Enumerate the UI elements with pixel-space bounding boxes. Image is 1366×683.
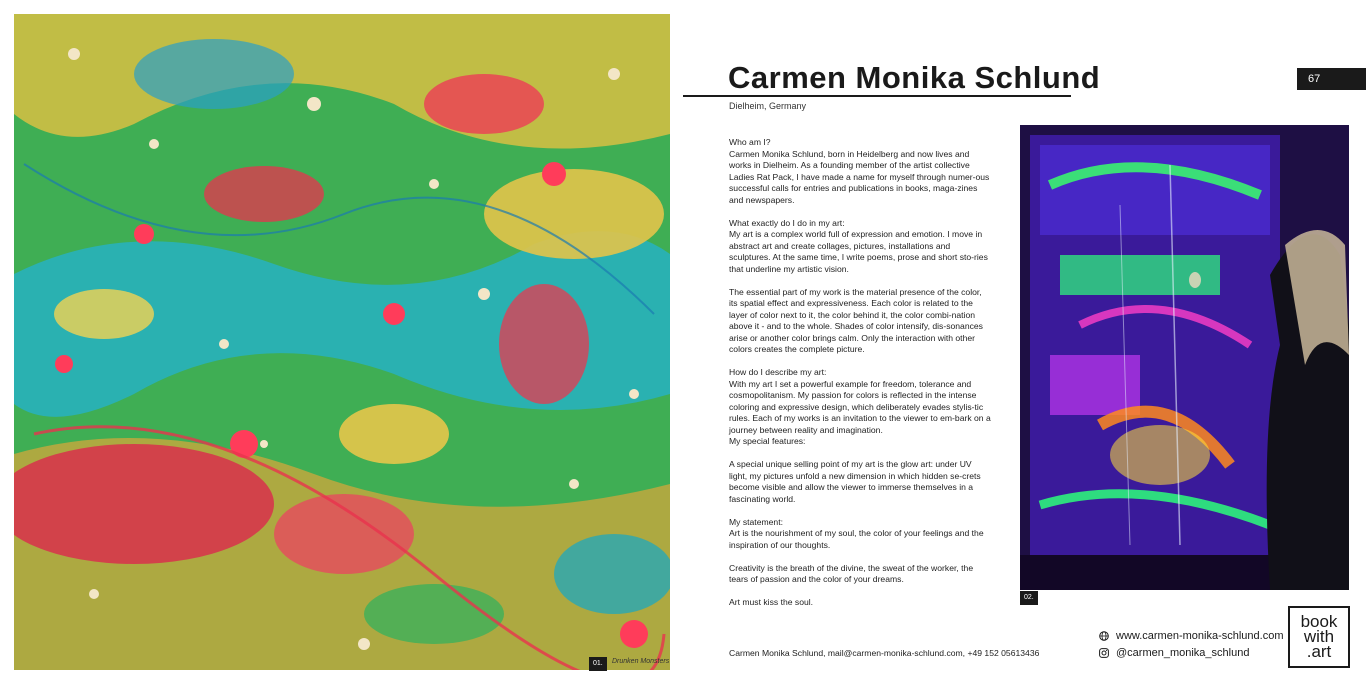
page-number: 67 — [1297, 68, 1366, 90]
logo-line-2: with — [1303, 627, 1335, 646]
artwork-number-1: 01. — [589, 657, 607, 671]
paragraph-5: A special unique selling point of my art is the glow art: under UV light, my pictures unfold a new dimension in which hidden se-crets become visible and allow the viewer to immerse themselves in a fascinating world. — [729, 459, 981, 504]
instagram-icon — [1099, 648, 1109, 658]
paragraph-2: What exactly do I do in my art: My art is a complex world full of expression and emotion. I move in abstract art and create collages, pictures, installations and sculptures. At the same time, I write poems, prose and short sto-ries that underline my artistic vision. — [729, 217, 988, 274]
artwork-glow-photo — [1020, 125, 1349, 590]
bookwithart-logo — [1288, 606, 1350, 668]
paragraph-7: Creativity is the breath of the divine, the sweat of the worker, the tears of passion and the color of your dreams. — [729, 562, 974, 584]
website-contact[interactable] — [1099, 630, 1284, 642]
artist-statement — [729, 137, 991, 620]
instagram-contact[interactable] — [1099, 647, 1249, 659]
paragraph-4: How do I describe my art: With my art I set a powerful example for freedom, tolerance and cosmopolitanism. My passion for colors is reflected in the intense coloring and expressive design, which deliberately evades stylis-tic rules. Each of my works is an invitation to the viewer to em-bark on a journey between reality and imagination. My special features: — [729, 367, 991, 446]
website-link[interactable]: www.carmen-monika-schlund.com — [1116, 630, 1284, 642]
artwork-number-2: 02. — [1020, 591, 1038, 605]
logo-line-3: .art — [1306, 642, 1332, 661]
artwork-drunken-monsters — [14, 14, 670, 670]
painting-splashes — [14, 14, 670, 670]
globe-icon — [1099, 631, 1109, 641]
artwork-caption-1: Drunken Monsters — [612, 658, 670, 665]
artist-location: Dielheim, Germany — [729, 101, 807, 111]
paragraph-3: The essential part of my work is the material presence of the color, its spatial effect and expressiveness. Each color is related to the layer of color next to it, the color behind it, the color combi-nation above it - and to the whole. Shades of color intensify, dis-sonances arise or another color brings calm. Only the interaction with other colors creates the complete picture. — [729, 286, 983, 354]
paragraph-6: My statement: Art is the nourishment of my soul, the color of your feelings and the inspiration of our thoughts. — [729, 516, 984, 550]
logo-line-1: book — [1300, 612, 1338, 631]
artist-name: Carmen Monika Schlund — [728, 60, 1101, 95]
paragraph-1: Who am I? Carmen Monika Schlund, born in Heidelberg and now lives and works in Dielheim. As a founding member of the artist collective Ladies Rat Pack, I have made a name for myself through numer-ous successful calls for entries and publications in books, maga-zines and newspapers. — [729, 137, 990, 205]
footer-contact-line: Carmen Monika Schlund, mail@carmen-monika-schlund.com, +49 152 05613436 — [729, 648, 1040, 658]
title-rule — [683, 95, 1071, 97]
paragraph-8: Art must kiss the soul. — [729, 597, 814, 607]
glow-painting-photo — [1020, 125, 1349, 590]
instagram-handle[interactable]: @carmen_monika_schlund — [1116, 647, 1250, 659]
